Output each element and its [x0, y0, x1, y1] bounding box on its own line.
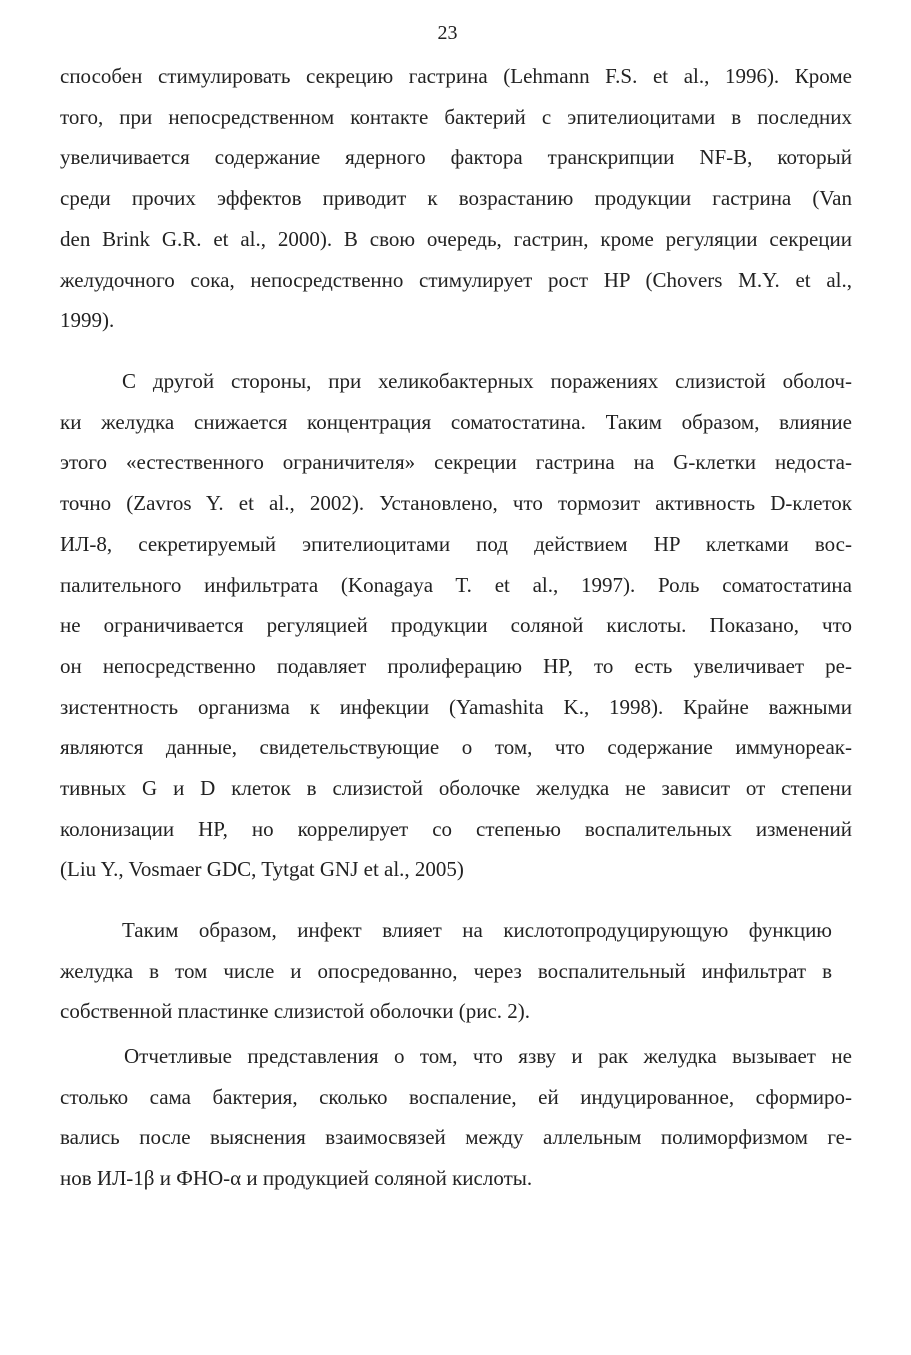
paragraph-line: ки желудка снижается концентрация соматостатина. Таким образом, влияние [60, 409, 852, 434]
paragraph-3 [60, 910, 832, 1032]
paragraph-line: способен стимулировать секрецию гастрина (Lehmann F.S. et al., 1996). Кроме [60, 64, 852, 88]
paragraph-line: этого «естественного ограничителя» секреции гастрина на G-клетки недоста- [60, 450, 852, 475]
page-number: 23 [437, 22, 458, 44]
paragraph-line: являются данные, свидетельствующие о том, что содержание иммунореак- [60, 735, 852, 760]
paragraph-1 [60, 56, 852, 341]
paragraph-4 [60, 1036, 852, 1199]
paragraph-line: он непосредственно подавляет пролиферацию HP, то есть увеличивает ре- [60, 653, 852, 678]
paragraph-line: среди прочих эффектов приводит к возрастанию продукции гастрина (Van [60, 186, 852, 211]
paragraph-line: (Liu Y., Vosmaer GDC, Tytgat GNJ et al., 2005) [60, 857, 464, 882]
paragraph-line: увеличивается содержание ядерного фактора транскрипции NF-B, который [60, 145, 852, 170]
paragraph-line: тивных G и D клеток в слизистой оболочке желудка не зависит от степени [60, 776, 852, 801]
paragraph-line: палительного инфильтрата (Konagaya T. et al., 1997). Роль соматостатина [60, 572, 852, 597]
paragraph-line: желудка в том числе и опосредованно, через воспалительный инфильтрат в [60, 958, 832, 983]
paragraph-line: вались после выяснения взаимосвязей между аллельным полиморфизмом ге- [60, 1125, 852, 1150]
paragraph-line: С другой стороны, при хеликобактерных поражениях слизистой оболоч- [122, 369, 852, 393]
paragraph-line: ИЛ-8, секретируемый эпителиоцитами под действием HP клетками вос- [60, 531, 852, 556]
paragraph-2 [60, 361, 852, 890]
paragraph-line: столько сама бактерия, сколько воспаление, ей индуцированное, сформиро- [60, 1084, 852, 1109]
paragraph-line: не ограничивается регуляцией продукции соляной кислоты. Показано, что [60, 613, 852, 638]
paragraph-line: желудочного сока, непосредственно стимулирует рост HP (Chovers M.Y. et al., [60, 267, 852, 292]
paragraph-line: Таким образом, инфект влияет на кислотопродуцирующую функцию [122, 918, 832, 942]
paragraph-line: нов ИЛ-1β и ФНО-α и продукцией соляной кислоты. [60, 1166, 533, 1191]
paragraph-line: собственной пластинке слизистой оболочки (рис. 2). [60, 999, 531, 1024]
paragraph-line: 1999). [60, 308, 115, 333]
paragraph-line: колонизации HP, но коррелирует со степенью воспалительных изменений [60, 816, 852, 841]
paragraph-line: den Brink G.R. et al., 2000). В свою очередь, гастрин, кроме регуляции секреции [60, 226, 852, 251]
paragraph-line: зистентность организма к инфекции (Yamashita K., 1998). Крайне важными [60, 694, 852, 719]
paragraph-line: того, при непосредственном контакте бактерий с эпителиоцитами в последних [60, 104, 852, 129]
paragraph-line: точно (Zavros Y. et al., 2002). Установлено, что тормозит активность D-клеток [60, 491, 852, 516]
paragraph-line: Отчетливые представления о том, что язву и рак желудка вызывает не [124, 1044, 852, 1068]
